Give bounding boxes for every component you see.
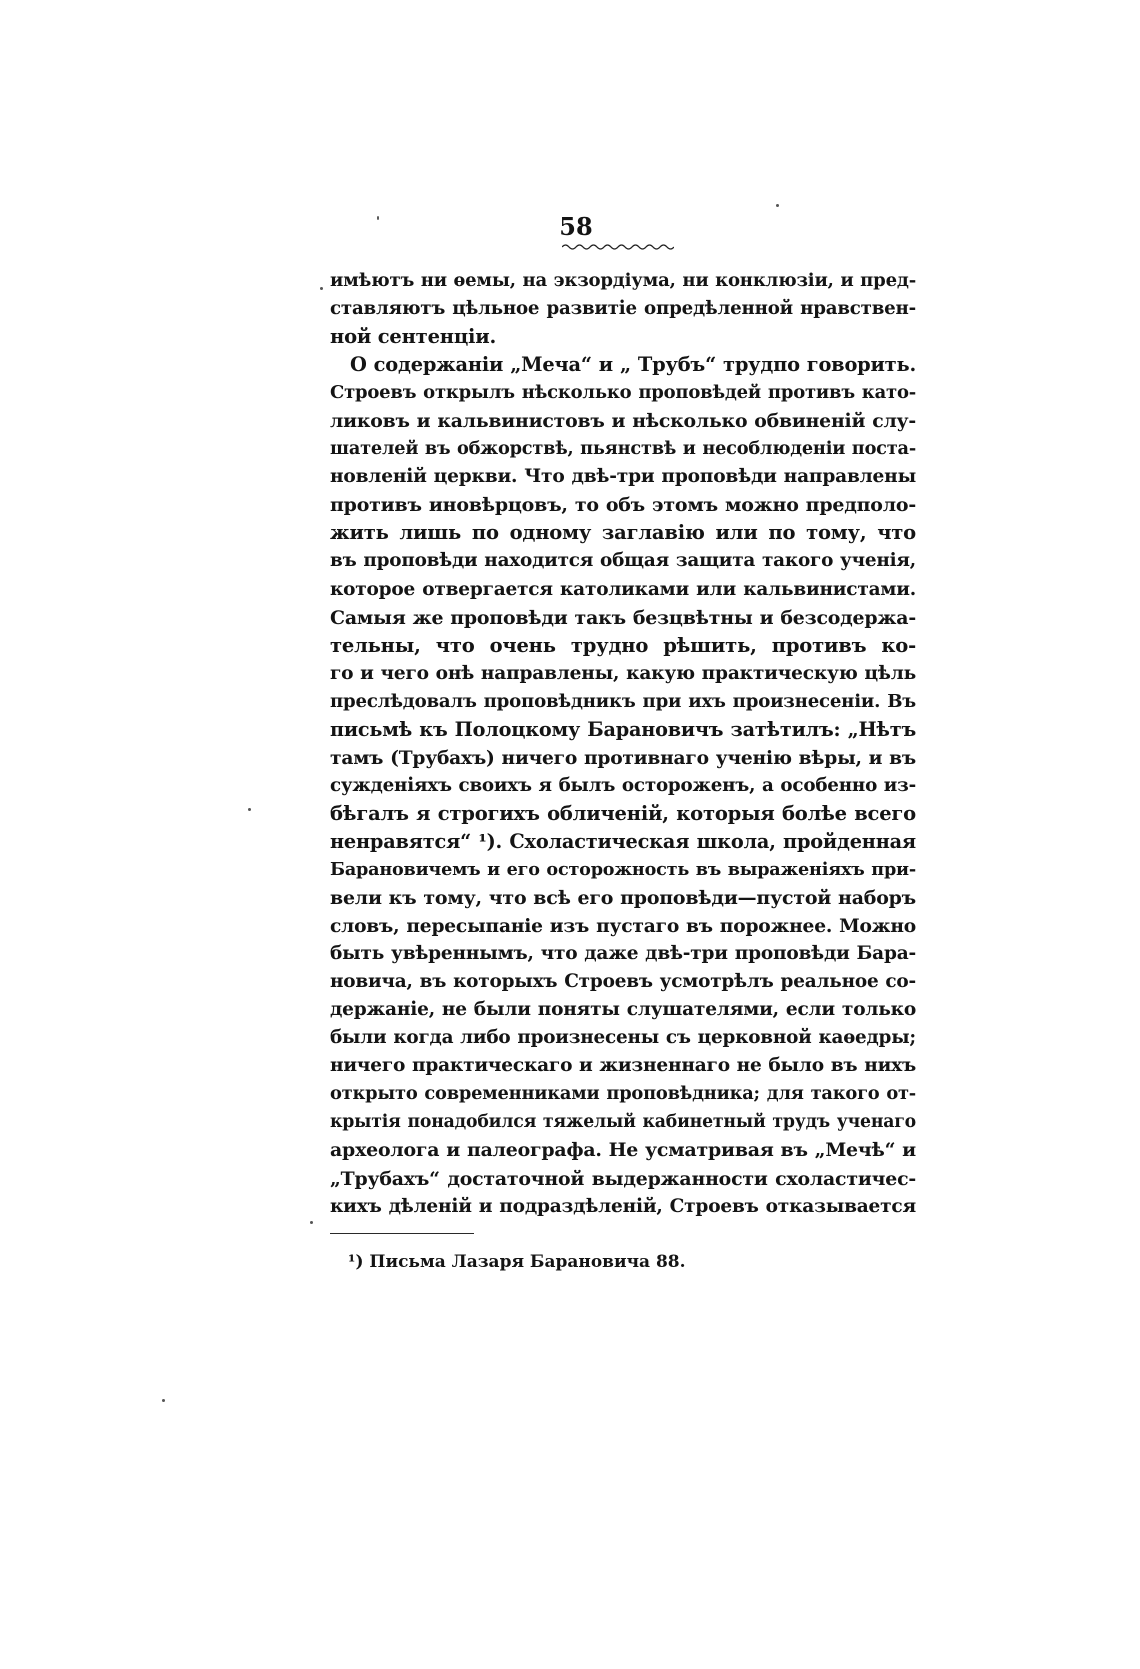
text-line: бѣгалъ я строгихъ обличеній, которыя болѣе всего — [330, 801, 916, 825]
text-line: археолога и палеографа. Не усматривая въ „Мечѣ“ и — [330, 1139, 916, 1162]
scan-speck — [377, 216, 379, 220]
text-line: письмѣ къ Полоцкому Барановичъ затѣтилъ: „Нѣтъ — [330, 717, 916, 741]
scan-speck — [248, 808, 251, 811]
body-text — [330, 267, 916, 1221]
scan-speck — [320, 287, 323, 290]
text-line: словъ, пересыпаніе изъ пустаго въ порожнее. Можно — [330, 915, 916, 938]
text-line: жить лишь по одному заглавію или по тому, что — [330, 521, 916, 545]
text-line: ликовъ и кальвинистовъ и нѣсколько обвиненій слу- — [330, 410, 916, 433]
text-line: шателей въ обжорствѣ, пьянствѣ и несоблюденіи поста- — [330, 438, 916, 460]
text-line: въ проповѣди находится общая защита такого ученія, — [330, 550, 916, 572]
text-line: крытія понадобился тяжелый кабинетный трудъ ученаго — [330, 1112, 916, 1133]
text-line: Барановичемъ и его осторожность въ выраженіяхъ при- — [330, 858, 916, 880]
text-line: О содержаніи „Меча“ и „ Трубъ“ трудпо говорить. — [350, 353, 916, 377]
page-number: 58 — [559, 212, 593, 241]
text-line: сужденіяхъ своихъ я былъ остороженъ, а особенно из- — [330, 774, 916, 796]
text-line: тамъ (Трубахъ) ничего противнаго ученію вѣры, и въ — [330, 746, 916, 769]
text-line: ничего практическаго и жизненнаго не было въ нихъ — [330, 1055, 916, 1077]
text-line: Строевъ открылъ нѣсколько проповѣдей противъ като- — [330, 382, 916, 404]
text-line: новича, въ которыхъ Строевъ усмотрѣлъ реальное со- — [330, 971, 916, 993]
text-line: ненравятся“ ¹). Схоластическая школа, пройденная — [330, 829, 916, 853]
text-line: быть увѣреннымъ, что даже двѣ-три проповѣди Бара- — [330, 943, 916, 965]
text-line: преслѣдовалъ проповѣдникъ при ихъ произнесеніи. Въ — [330, 690, 916, 712]
text-line: тельны, что очень трудно рѣшить, противъ ко- — [330, 633, 916, 657]
wavy-ornament — [562, 243, 674, 251]
text-line: держаніе, не были поняты слушателями, если только — [330, 999, 916, 1021]
text-line: вели къ тому, что всѣ его проповѣди—пустой наборъ — [330, 887, 916, 910]
text-line: которое отвергается католиками или кальвинистами. — [330, 578, 916, 600]
text-line: были когда либо произнесены съ церковной каѳедры; — [330, 1027, 916, 1049]
footnote: ¹) Письма Лазаря Барановича 88. — [348, 1252, 686, 1272]
text-line: ной сентенціи. — [330, 325, 497, 349]
scan-speck — [776, 204, 779, 207]
text-line: имѣютъ ни ѳемы, на экзордіума, ни конклюзіи, и пред- — [330, 270, 916, 291]
text-line: го и чего онѣ направлены, какую практическую цѣль — [330, 662, 916, 684]
text-line: „Трубахъ“ достаточной выдержанности схоластичес- — [330, 1167, 916, 1190]
scan-speck — [310, 1221, 313, 1224]
text-line: Самыя же проповѣди такъ безцвѣтны и безсодержа- — [330, 606, 916, 629]
scan-speck — [162, 1399, 165, 1402]
text-line: ставляютъ цѣльное развитіе опредѣленной нравствен- — [330, 298, 916, 320]
text-line: новленій церкви. Что двѣ-три проповѣди направлены — [330, 466, 916, 488]
text-line: кихъ дѣленій и подраздѣленій, Строевъ отказывается — [330, 1195, 916, 1217]
footnote-divider — [330, 1233, 474, 1234]
text-line: противъ иновѣрцовъ, то объ этомъ можно предполо- — [330, 494, 916, 517]
text-line: открыто современниками проповѣдника; для такого от- — [330, 1083, 916, 1105]
